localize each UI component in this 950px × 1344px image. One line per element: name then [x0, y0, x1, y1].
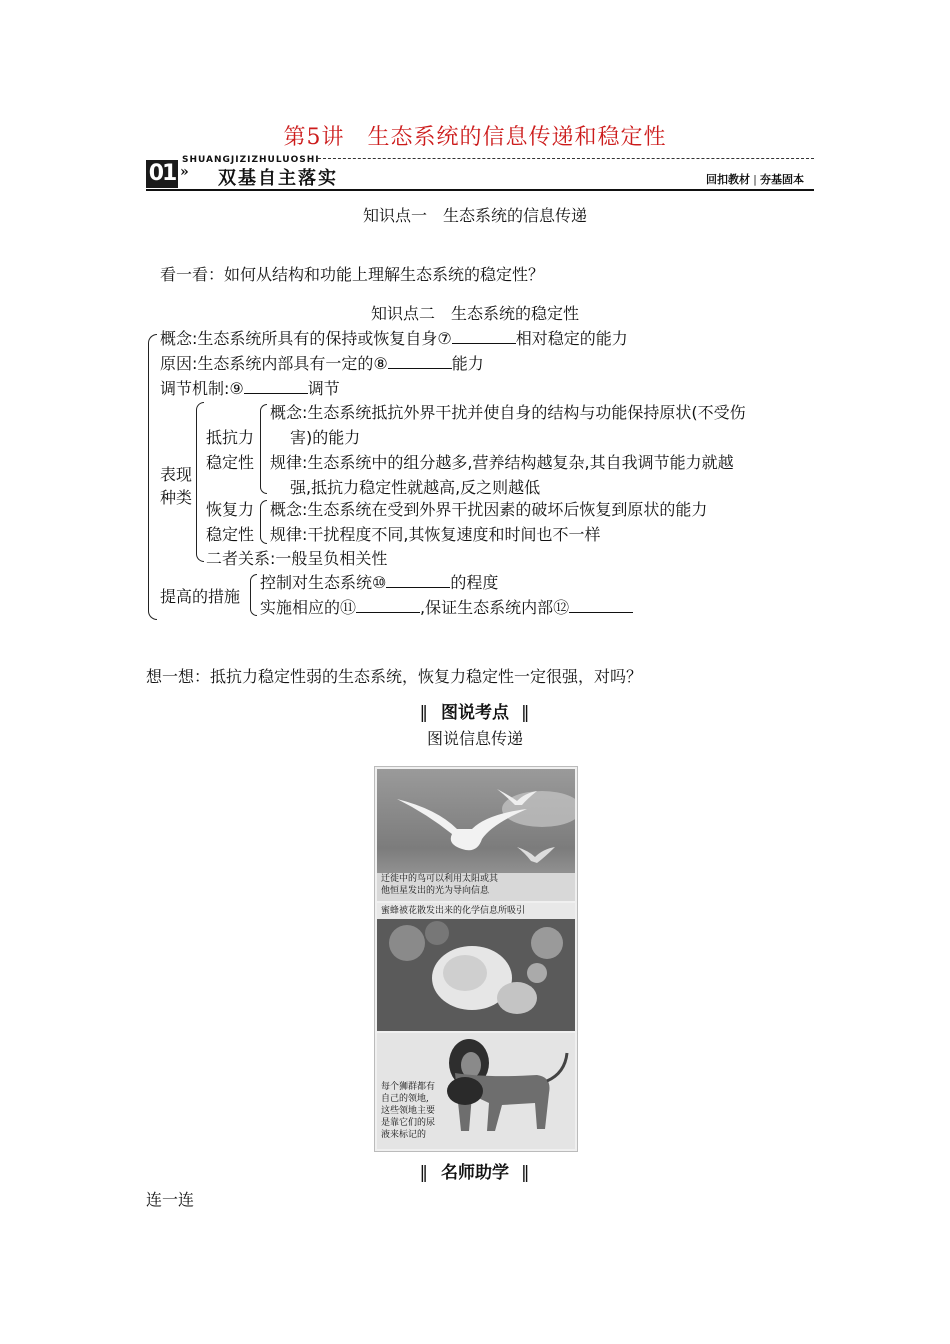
diagram-kinds-label: 表现 种类 [160, 465, 193, 507]
heading-illustrated: ‖ 图说考点 ‖ [419, 703, 531, 723]
bees-caption: 蜜蜂被花散发出来的化学信息所吸引 [381, 906, 526, 916]
info-transfer-figure [374, 766, 578, 1152]
measures-brace [250, 574, 257, 616]
section-number: 01 [146, 160, 178, 188]
section-tag: 回扣教材 | 夯基固本 [706, 173, 805, 186]
lion-caption: 每个狮群都有 自己的领地, 这些领地主要 是靠它们的尿 液来标记的 [381, 1082, 436, 1140]
recovery-brace [260, 500, 267, 544]
measures-label: 提高的措施 [160, 587, 241, 606]
main-brace [148, 334, 157, 620]
section-title: 双基自主落实 [218, 168, 338, 189]
diagram-relation: 二者关系:一般呈负相关性 [206, 549, 388, 568]
diagram-mechanism: 调节机制:⑨ 调节 [160, 379, 340, 398]
tag-left: 回扣教材 [706, 173, 750, 186]
birds-panel [377, 769, 575, 901]
diagram-concept: 概念:生态系统所具有的保持或恢复自身⑦ 相对稳定的能力 [160, 329, 628, 348]
bees-panel [377, 903, 575, 1031]
tag-right: 夯基固本 [760, 173, 805, 186]
subheading-info-transfer: 图说信息传递 [426, 729, 523, 748]
lion-panel [377, 1033, 575, 1149]
flower-image [377, 903, 575, 1031]
link-exercise: 连一连 [146, 1190, 195, 1209]
diagram-cause: 原因:生态系统内部具有一定的⑧ 能力 [160, 354, 484, 373]
knowledge-point-2: 知识点二 生态系统的稳定性 [370, 304, 579, 323]
recovery-details: 概念:生态系统在受到外界干扰因素的破坏后恢复到原状的能力 规律:干扰程度不同,其恢复速度和时间也不一样 [270, 500, 708, 544]
heading-teacher-help: ‖ 名师助学 ‖ [419, 1163, 531, 1183]
knowledge-point-1: 知识点一 生态系统的信息传递 [362, 206, 587, 225]
look-question: 看一看：如何从结构和功能上理解生态系统的稳定性？ [160, 265, 545, 284]
stability-diagram [146, 326, 826, 626]
dashed-divider [318, 158, 814, 159]
chevron-icon: » [180, 164, 189, 180]
section-pinyin: SHUANGJIZIZHULUOSHI [182, 155, 320, 165]
section-rule [146, 189, 814, 191]
think-question: 想一想：抵抗力稳定性弱的生态系统，恢复力稳定性一定很强，对吗？ [146, 667, 643, 686]
recovery-label: 恢复力 稳定性 [206, 500, 255, 544]
kinds-brace [196, 402, 204, 562]
measures-details: 控制对生态系统⑩ 的程度 实施相应的⑪ ,保证生态系统内部⑫ [260, 570, 633, 620]
resistance-details: 概念:生态系统抵抗外界干扰并使自身的结构与功能保持原状(不受伤 害)的能力 规律:生态系统中的组分越多,营养结构越复杂,其自我调节能力就越 强,抵抗力稳定性就越高,反之则越低 [270, 403, 746, 497]
resistance-label: 抵抗力 稳定性 [206, 428, 255, 472]
birds-caption: 迁徙中的鸟可以利用太阳或其 他恒星发出的光为导向信息 [381, 874, 499, 896]
resistance-brace [260, 404, 267, 494]
page-title: 第5讲 生态系统的信息传递和稳定性 [283, 125, 667, 150]
